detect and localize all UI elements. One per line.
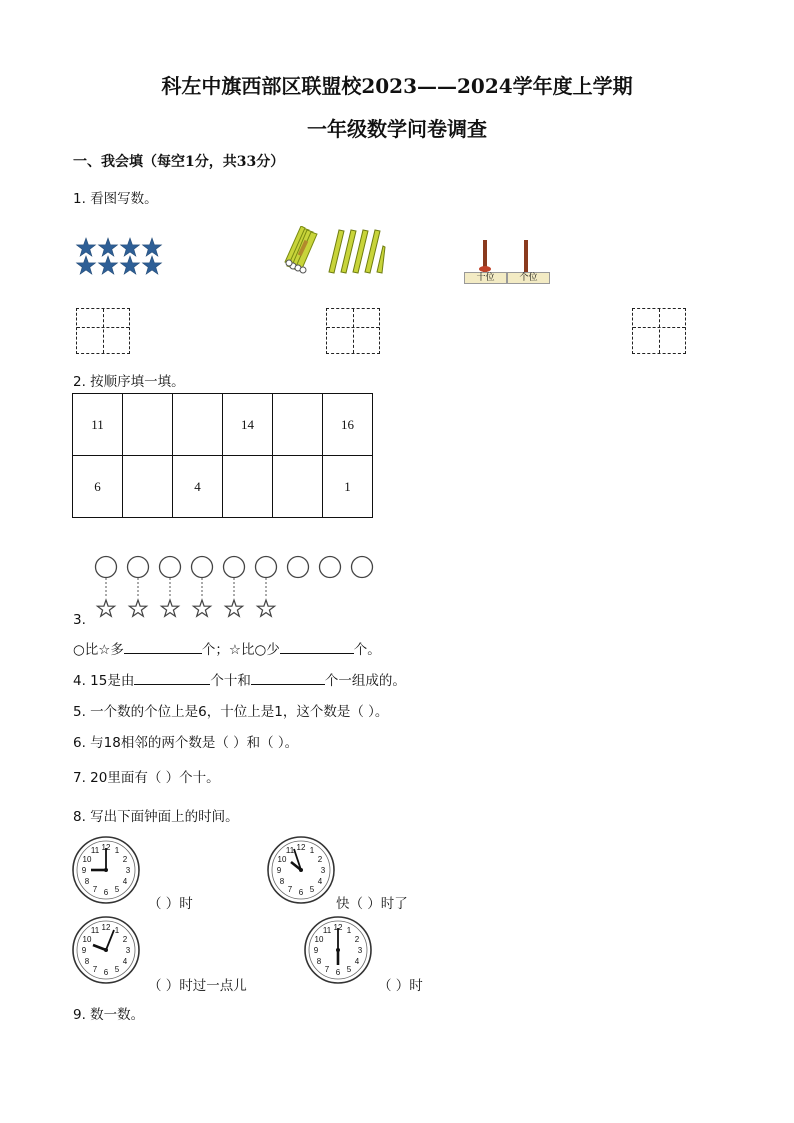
svg-text:8: 8 — [84, 877, 90, 886]
circle-icon — [320, 557, 341, 578]
table-cell: 1 — [323, 456, 373, 518]
answer-blank[interactable] — [280, 641, 354, 654]
svg-text:8: 8 — [316, 957, 322, 966]
ones-label: 个位 — [507, 272, 550, 284]
svg-text:7: 7 — [92, 965, 98, 974]
clock-icon — [302, 914, 374, 986]
question-3 — [73, 638, 381, 658]
svg-text:11: 11 — [322, 926, 332, 935]
question-3-number: 3. — [73, 612, 86, 628]
star-outline-icon — [161, 600, 178, 616]
svg-text:10: 10 — [277, 855, 287, 864]
q4-text-3: 个一组成的。 — [324, 673, 406, 689]
question-6: 6. 与18相邻的两个数是（ ）和（ ）。 — [73, 735, 299, 751]
star-outline-icon — [129, 600, 146, 616]
svg-text:3: 3 — [320, 866, 326, 875]
stick-icon — [353, 230, 368, 273]
star-icon — [76, 238, 95, 256]
svg-text:2: 2 — [122, 935, 128, 944]
svg-text:1: 1 — [114, 926, 120, 935]
star-outline-icon — [257, 600, 274, 616]
sequence-table — [72, 393, 373, 518]
star-icon — [76, 256, 95, 274]
svg-text:6: 6 — [335, 968, 341, 977]
star-icon — [98, 256, 117, 274]
clock-icon — [70, 914, 142, 986]
table-cell[interactable] — [123, 456, 173, 518]
circle-icon — [352, 557, 373, 578]
table-cell[interactable] — [223, 456, 273, 518]
q4-text-1: 4. 15是由 — [73, 673, 135, 689]
svg-text:9: 9 — [313, 946, 319, 955]
abacus-rods — [464, 238, 550, 274]
table-cell[interactable] — [273, 394, 323, 456]
table-cell[interactable] — [173, 394, 223, 456]
question-4 — [73, 669, 406, 689]
circles-stars-picture — [92, 554, 382, 622]
table-cell: 6 — [73, 456, 123, 518]
star-icon — [142, 256, 161, 274]
star-icon — [98, 238, 117, 256]
star-outline-icon — [97, 600, 114, 616]
answer-box-2[interactable] — [326, 308, 380, 354]
star-outline-icon — [193, 600, 210, 616]
star-icon — [120, 238, 139, 256]
answer-blank[interactable] — [134, 672, 210, 685]
svg-text:7: 7 — [324, 965, 330, 974]
table-cell: 14 — [223, 394, 273, 456]
svg-text:12: 12 — [296, 843, 306, 852]
svg-text:6: 6 — [103, 888, 109, 897]
q4-text-2: 个十和 — [210, 673, 251, 689]
table-cell[interactable] — [123, 394, 173, 456]
star-icon — [120, 256, 139, 274]
question-7: 7. 20里面有（ ）个十。 — [73, 770, 220, 786]
svg-text:5: 5 — [114, 885, 120, 894]
answer-box-1[interactable] — [76, 308, 130, 354]
sticks-picture — [283, 226, 388, 276]
question-1: 1. 看图写数。 — [73, 191, 158, 207]
svg-text:12: 12 — [333, 923, 343, 932]
circle-icon — [128, 557, 149, 578]
section-heading: 一、我会填（每空1分，共33分） — [73, 154, 285, 170]
table-cell: 16 — [323, 394, 373, 456]
circle-icon — [256, 557, 277, 578]
svg-text:3: 3 — [125, 866, 131, 875]
svg-text:3: 3 — [357, 946, 363, 955]
table-cell[interactable] — [273, 456, 323, 518]
tens-label: 十位 — [464, 272, 507, 284]
clock-answer-4: （ ）时 — [378, 978, 423, 994]
circle-icon — [192, 557, 213, 578]
circle-icon — [288, 557, 309, 578]
svg-text:5: 5 — [346, 965, 352, 974]
svg-text:8: 8 — [84, 957, 90, 966]
svg-text:11: 11 — [285, 846, 295, 855]
stars-picture — [74, 236, 168, 278]
svg-text:11: 11 — [90, 926, 100, 935]
q3-text-1: ○比☆多 — [73, 642, 124, 658]
svg-text:4: 4 — [122, 877, 128, 886]
svg-text:2: 2 — [122, 855, 128, 864]
svg-text:7: 7 — [287, 885, 293, 894]
svg-text:9: 9 — [81, 946, 87, 955]
svg-text:4: 4 — [317, 877, 323, 886]
question-9: 9. 数一数。 — [73, 1007, 145, 1023]
svg-text:9: 9 — [81, 866, 87, 875]
svg-text:8: 8 — [279, 877, 285, 886]
star-icon — [142, 238, 161, 256]
q3-text-3: 个。 — [353, 642, 381, 658]
question-8: 8. 写出下面钟面上的时间。 — [73, 809, 239, 825]
question-2: 2. 按顺序填一填。 — [73, 374, 185, 390]
clock-answer-1: （ ）时 — [148, 896, 193, 912]
svg-text:4: 4 — [122, 957, 128, 966]
answer-blank[interactable] — [124, 641, 202, 654]
svg-text:2: 2 — [354, 935, 360, 944]
stick-icon — [341, 230, 356, 273]
svg-text:9: 9 — [276, 866, 282, 875]
svg-text:6: 6 — [298, 888, 304, 897]
clock-icon — [70, 834, 142, 906]
stick-icon — [377, 246, 385, 273]
svg-text:11: 11 — [90, 846, 100, 855]
clock-answer-2: 快（ ）时了 — [336, 896, 408, 912]
answer-box-3[interactable] — [632, 308, 686, 354]
answer-blank[interactable] — [251, 672, 325, 685]
table-row — [73, 394, 373, 456]
circle-icon — [96, 557, 117, 578]
star-outline-icon — [225, 600, 242, 616]
table-row — [73, 456, 373, 518]
svg-text:10: 10 — [82, 935, 92, 944]
svg-text:10: 10 — [82, 855, 92, 864]
svg-text:10: 10 — [314, 935, 324, 944]
svg-text:12: 12 — [101, 923, 111, 932]
svg-text:1: 1 — [346, 926, 352, 935]
clock-icon — [265, 834, 337, 906]
exam-title: 科左中旗西部区联盟校2023——2024学年度上学期 — [161, 74, 633, 98]
svg-text:1: 1 — [114, 846, 120, 855]
svg-text:7: 7 — [92, 885, 98, 894]
clock-answer-3: （ ）时过一点儿 — [148, 978, 247, 994]
svg-text:6: 6 — [103, 968, 109, 977]
svg-text:1: 1 — [309, 846, 315, 855]
table-cell: 11 — [73, 394, 123, 456]
q3-text-2: 个；☆比○少 — [201, 642, 280, 658]
table-cell: 4 — [173, 456, 223, 518]
stick-bundle-icon — [285, 226, 317, 273]
circle-icon — [160, 557, 181, 578]
svg-text:3: 3 — [125, 946, 131, 955]
svg-text:12: 12 — [101, 843, 111, 852]
abacus — [464, 238, 550, 286]
svg-text:2: 2 — [317, 855, 323, 864]
svg-text:5: 5 — [309, 885, 315, 894]
exam-subtitle: 一年级数学问卷调查 — [307, 117, 487, 141]
stick-icon — [329, 230, 344, 273]
svg-text:4: 4 — [354, 957, 360, 966]
svg-text:5: 5 — [114, 965, 120, 974]
question-5: 5. 一个数的个位上是6，十位上是1，这个数是（ ）。 — [73, 704, 389, 720]
circle-icon — [224, 557, 245, 578]
